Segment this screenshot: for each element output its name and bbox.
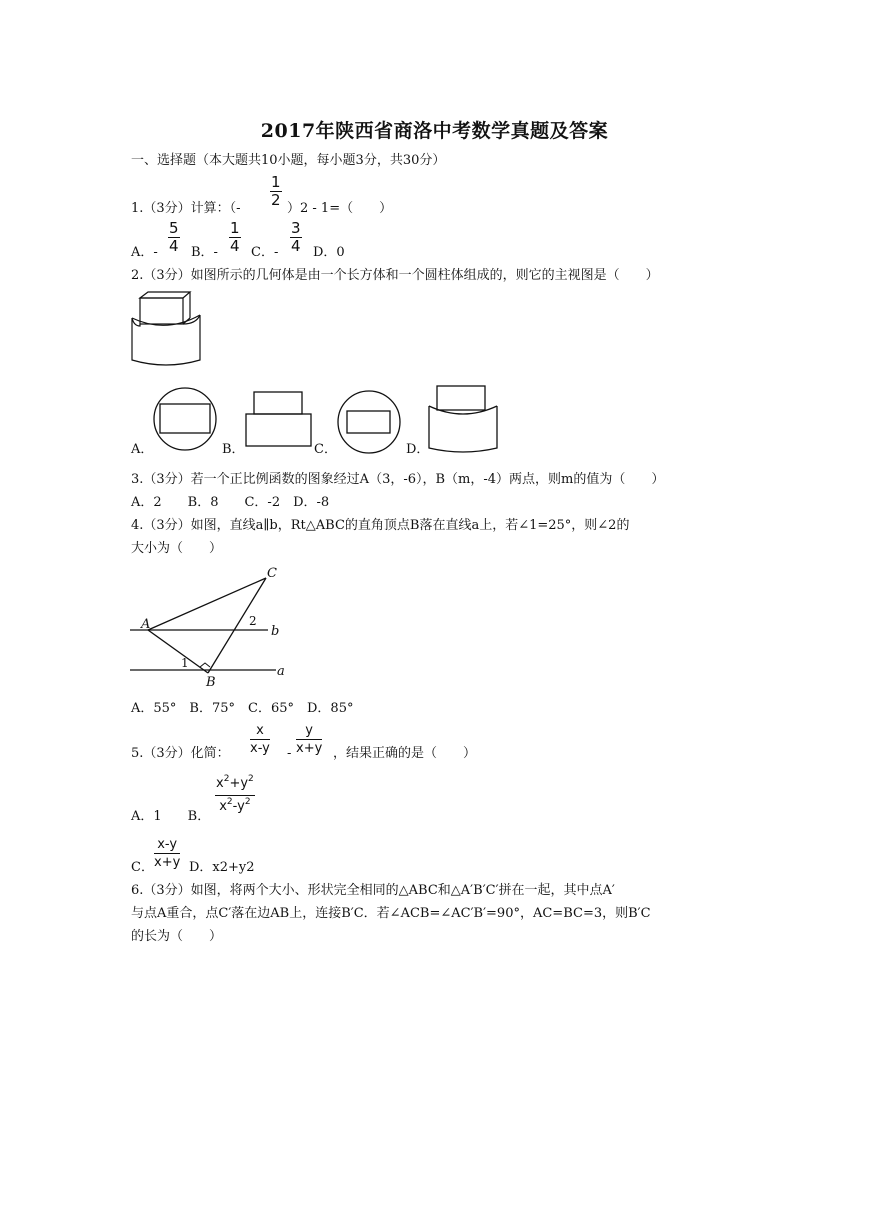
q5-opt-b-numerator: $x^2+y^2$ [215,773,255,796]
q5-option-d: D．x2+y2 [189,860,255,875]
q1-opt-a-denominator: 4 [169,237,179,255]
section-heading: 一、选择题（本大题共10小题，每小题3分，共30分） [131,153,446,168]
q2-option-c-figure [335,388,405,458]
q5-opt-c-denominator: x+y [154,855,181,870]
q1-option-d: D．0 [313,245,345,260]
q1-option-b-fraction [229,220,241,255]
q3-options: A．2 B．8 C．-2 D．-8 [131,495,330,510]
q6-line2: 与点A重合，点C′落在边AB上，连接B′C．若∠ACB=∠AC′B′=90°，AC=BC=3，则B′C [131,906,651,921]
q5-fraction-2 [296,722,322,757]
q4-label-b: b [271,624,280,639]
q5-stem-part2: ，结果正确的是（ ） [333,746,477,761]
q1-opt-c-denominator: 4 [291,237,301,255]
q5-opt-b-denominator: $x^2-y^2$ [219,797,251,814]
q1-option-b-prefix: B．- [191,245,218,260]
q5-fraction-1 [250,722,270,757]
q2-option-c-label: C． [314,442,337,457]
q1-stem-part1: 1.（3分）计算：（- [131,201,241,216]
q2-solid-figure [128,290,213,370]
q6-line1: 6.（3分）如图，将两个大小、形状完全相同的△ABC和△A′B′C′拼在一起，其中点A′ [131,883,615,898]
q5-option-b-fraction [215,773,255,818]
q1-option-a-prefix: A．- [131,245,158,260]
q5-frac1-denominator: x-y [250,741,270,756]
q5-option-a-and-b-label: A．1 B． [131,809,211,824]
q4-label-a: a [277,664,285,679]
page-title: 2017年陕西省商洛中考数学真题及答案 [260,120,609,142]
q5-frac1-numerator: x [250,722,270,740]
q1-option-c-fraction [290,220,302,255]
q4-stem-line1: 4.（3分）如图，直线a∥b，Rt△ABC的直角顶点B落在直线a上，若∠1=25°，则∠2的 [131,518,630,533]
q1-fraction [270,174,282,209]
q1-frac-denominator: 2 [271,191,281,209]
q5-option-c-fraction [154,836,180,871]
q2-option-b-figure [245,390,315,450]
q2-option-d-figure [425,384,505,456]
q1-frac-numerator: 1 [271,173,281,191]
q2-option-a-figure [150,384,220,454]
q1-stem-part2: ）2 - 1=（ ） [287,201,393,216]
q5-frac2-numerator: y [296,722,322,740]
q1-option-c-prefix: C．- [251,245,279,260]
q4-label-2: 2 [249,614,257,628]
q5-opt-c-numerator: x-y [154,836,180,854]
q1-option-a-fraction [168,220,180,255]
q2-stem: 2.（3分）如图所示的几何体是由一个长方体和一个圆柱体组成的，则它的主视图是（ ） [131,268,659,283]
q1-opt-a-numerator: 5 [169,219,179,237]
q4-options: A．55° B．75° C．65° D．85° [131,701,354,716]
q5-frac2-denominator: x+y [296,741,323,756]
q4-label-1: 1 [181,656,189,670]
q4-label-B: B [206,675,216,690]
q4-geometry-figure [128,563,298,688]
q2-option-d-label: D． [406,442,430,457]
q5-stem-part1: 5.（3分）化简： [131,746,230,761]
q2-option-a-label: A． [131,442,154,457]
q1-opt-b-denominator: 4 [230,237,240,255]
q2-option-b-label: B． [222,442,245,457]
q5-option-c-label: C． [131,860,154,875]
q4-stem-line2: 大小为（ ） [131,541,223,556]
q3-stem: 3.（3分）若一个正比例函数的图象经过A（3，-6），B（m，-4）两点，则m的值为（ ） [131,472,665,487]
q6-line3: 的长为（ ） [131,929,223,944]
q5-minus-sign: - [287,746,292,761]
q4-label-C: C [267,566,277,581]
q4-label-A: A [141,617,151,632]
q1-opt-c-numerator: 3 [291,219,301,237]
q1-opt-b-numerator: 1 [230,219,240,237]
